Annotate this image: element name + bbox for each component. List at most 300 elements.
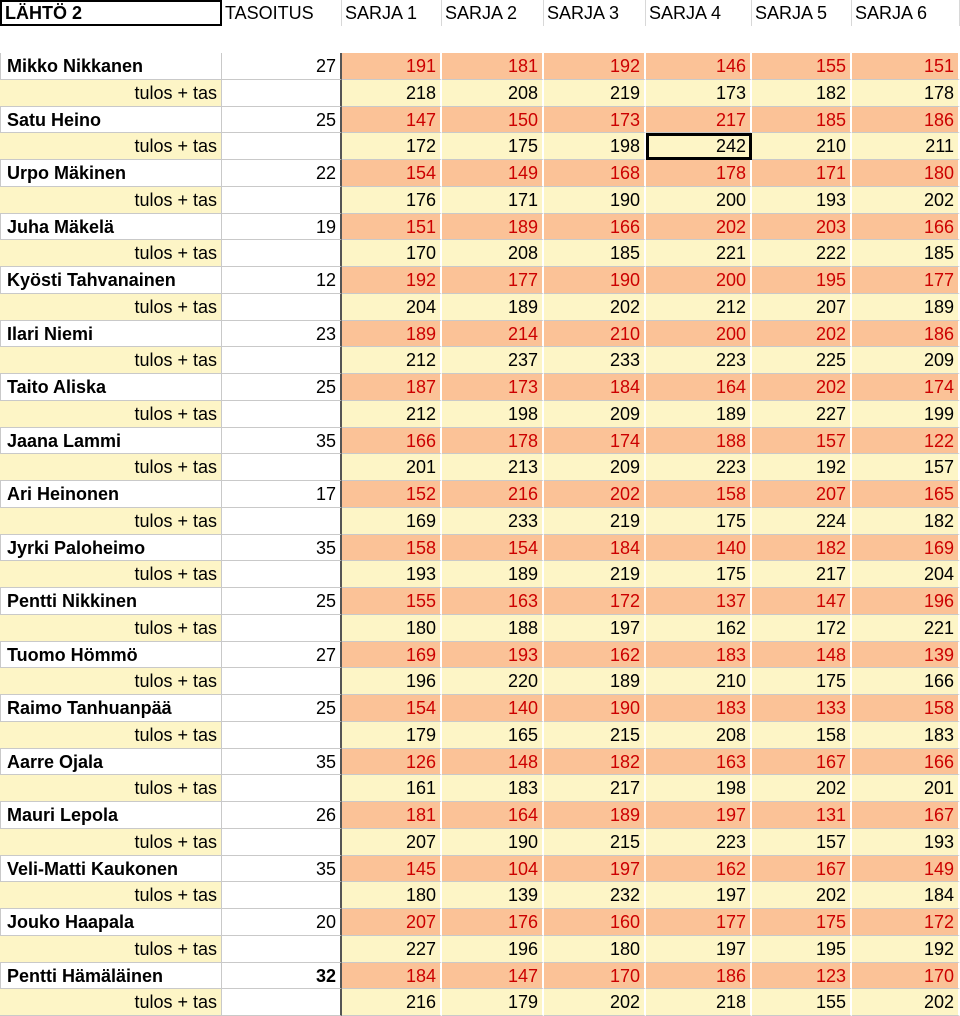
score-cell-series-1[interactable]: 169	[342, 642, 442, 669]
score-cell-series-1[interactable]: 155	[342, 588, 442, 615]
total-cell-series-5[interactable]: 224	[752, 508, 852, 535]
player-name-cell[interactable]: Tuomo Hömmö	[0, 642, 222, 669]
score-cell-series-4[interactable]: 188	[646, 428, 752, 455]
total-cell-series-3[interactable]: 219	[544, 561, 646, 588]
total-cell-series-1[interactable]: 172	[342, 133, 442, 160]
empty-handicap-cell[interactable]	[222, 989, 342, 1016]
total-label-cell[interactable]: tulos + tas	[0, 187, 222, 214]
player-name-cell[interactable]: Jyrki Paloheimo	[0, 535, 222, 562]
total-cell-series-4[interactable]: 197	[646, 882, 752, 909]
total-cell-series-2[interactable]: 171	[442, 187, 544, 214]
score-cell-series-6[interactable]: 196	[852, 588, 960, 615]
player-name-cell[interactable]: Mikko Nikkanen	[0, 53, 222, 80]
total-cell-series-5[interactable]: 207	[752, 294, 852, 321]
score-cell-series-6[interactable]: 169	[852, 535, 960, 562]
score-cell-series-6[interactable]: 166	[852, 749, 960, 776]
total-cell-series-3[interactable]: 202	[544, 989, 646, 1016]
score-cell-series-4[interactable]: 178	[646, 160, 752, 187]
total-label-cell[interactable]: tulos + tas	[0, 829, 222, 856]
score-cell-series-6[interactable]: 165	[852, 481, 960, 508]
score-cell-series-4[interactable]: 200	[646, 321, 752, 348]
empty-handicap-cell[interactable]	[222, 668, 342, 695]
score-cell-series-3[interactable]: 184	[544, 535, 646, 562]
player-row	[0, 214, 960, 241]
handicap-cell[interactable]: 26	[222, 802, 342, 829]
score-cell-series-2[interactable]: 181	[442, 53, 544, 80]
score-cell-series-2[interactable]: 216	[442, 481, 544, 508]
total-cell-series-6[interactable]: 201	[852, 775, 960, 802]
total-label-cell[interactable]: tulos + tas	[0, 775, 222, 802]
score-cell-series-5[interactable]: 167	[752, 856, 852, 883]
total-cell-series-3[interactable]: 202	[544, 294, 646, 321]
player-name-cell[interactable]: Mauri Lepola	[0, 802, 222, 829]
score-cell-series-4[interactable]: 200	[646, 267, 752, 294]
total-label-cell[interactable]: tulos + tas	[0, 668, 222, 695]
total-cell-series-4[interactable]: 212	[646, 294, 752, 321]
score-cell-series-5[interactable]: 182	[752, 535, 852, 562]
total-cell-series-6[interactable]: 185	[852, 240, 960, 267]
score-cell-series-1[interactable]: 158	[342, 535, 442, 562]
total-cell-series-5[interactable]: 225	[752, 347, 852, 374]
score-cell-series-1[interactable]: 181	[342, 802, 442, 829]
empty-handicap-cell[interactable]	[222, 882, 342, 909]
handicap-cell[interactable]: 35	[222, 856, 342, 883]
score-cell-series-6[interactable]: 172	[852, 909, 960, 936]
total-label-cell[interactable]: tulos + tas	[0, 882, 222, 909]
total-label-cell[interactable]: tulos + tas	[0, 133, 222, 160]
total-cell-series-6[interactable]: 183	[852, 722, 960, 749]
total-cell-series-6[interactable]: 182	[852, 508, 960, 535]
total-cell-series-6[interactable]: 184	[852, 882, 960, 909]
score-cell-series-6[interactable]: 151	[852, 53, 960, 80]
score-cell-series-2[interactable]: 140	[442, 695, 544, 722]
score-cell-series-1[interactable]: 191	[342, 53, 442, 80]
total-cell-series-3[interactable]: 198	[544, 133, 646, 160]
score-cell-series-4[interactable]: 217	[646, 107, 752, 134]
score-cell-series-5[interactable]: 203	[752, 214, 852, 241]
score-cell-series-5[interactable]: 185	[752, 107, 852, 134]
total-cell-series-5[interactable]: 210	[752, 133, 852, 160]
handicap-cell[interactable]: 35	[222, 749, 342, 776]
total-cell-series-1[interactable]: 207	[342, 829, 442, 856]
score-cell-series-3[interactable]: 160	[544, 909, 646, 936]
total-cell-series-4[interactable]: 208	[646, 722, 752, 749]
score-cell-series-4[interactable]: 158	[646, 481, 752, 508]
score-cell-series-5[interactable]: 175	[752, 909, 852, 936]
handicap-header-cell[interactable]: TASOITUS	[222, 0, 342, 26]
handicap-cell[interactable]: 20	[222, 909, 342, 936]
total-cell-series-2[interactable]: 189	[442, 561, 544, 588]
handicap-cell[interactable]: 27	[222, 53, 342, 80]
total-cell-series-6[interactable]: 221	[852, 615, 960, 642]
total-cell-series-3[interactable]: 209	[544, 401, 646, 428]
empty-handicap-cell[interactable]	[222, 401, 342, 428]
score-cell-series-1[interactable]: 145	[342, 856, 442, 883]
score-cell-series-2[interactable]: 149	[442, 160, 544, 187]
total-cell-series-1[interactable]: 180	[342, 882, 442, 909]
empty-handicap-cell[interactable]	[222, 722, 342, 749]
total-cell-series-1[interactable]: 227	[342, 936, 442, 963]
total-label-cell[interactable]: tulos + tas	[0, 508, 222, 535]
score-cell-series-5[interactable]: 167	[752, 749, 852, 776]
total-cell-series-5[interactable]: 172	[752, 615, 852, 642]
score-cell-series-1[interactable]: 126	[342, 749, 442, 776]
total-cell-series-4[interactable]: 200	[646, 187, 752, 214]
total-cell-series-4[interactable]: 223	[646, 454, 752, 481]
total-cell-series-4[interactable]: 175	[646, 508, 752, 535]
total-cell-series-5[interactable]: 202	[752, 775, 852, 802]
total-cell-series-5[interactable]: 182	[752, 80, 852, 107]
score-cell-series-3[interactable]: 197	[544, 856, 646, 883]
empty-handicap-cell[interactable]	[222, 936, 342, 963]
score-cell-series-3[interactable]: 173	[544, 107, 646, 134]
empty-handicap-cell[interactable]	[222, 294, 342, 321]
score-cell-series-2[interactable]: 148	[442, 749, 544, 776]
score-cell-series-3[interactable]: 189	[544, 802, 646, 829]
total-label-cell[interactable]: tulos + tas	[0, 722, 222, 749]
score-cell-series-3[interactable]: 202	[544, 481, 646, 508]
total-label-cell[interactable]: tulos + tas	[0, 454, 222, 481]
score-cell-series-5[interactable]: 123	[752, 963, 852, 990]
player-name-cell[interactable]: Ari Heinonen	[0, 481, 222, 508]
score-cell-series-3[interactable]: 168	[544, 160, 646, 187]
total-cell-series-3[interactable]: 232	[544, 882, 646, 909]
empty-handicap-cell[interactable]	[222, 133, 342, 160]
series-1-header-cell[interactable]: SARJA 1	[342, 0, 442, 26]
total-cell-series-1[interactable]: 212	[342, 401, 442, 428]
series-3-header-cell[interactable]: SARJA 3	[544, 0, 646, 26]
score-cell-series-6[interactable]: 158	[852, 695, 960, 722]
total-cell-series-4[interactable]: 223	[646, 347, 752, 374]
score-cell-series-5[interactable]: 148	[752, 642, 852, 669]
total-cell-series-4[interactable]: 175	[646, 561, 752, 588]
total-cell-series-5[interactable]: 192	[752, 454, 852, 481]
player-name-cell[interactable]: Aarre Ojala	[0, 749, 222, 776]
total-cell-series-3[interactable]: 219	[544, 508, 646, 535]
total-cell-series-6[interactable]: 202	[852, 989, 960, 1016]
empty-handicap-cell[interactable]	[222, 508, 342, 535]
score-cell-series-4[interactable]: 140	[646, 535, 752, 562]
score-cell-series-4[interactable]: 164	[646, 374, 752, 401]
total-cell-series-2[interactable]: 175	[442, 133, 544, 160]
score-cell-series-3[interactable]: 190	[544, 695, 646, 722]
total-label-cell[interactable]: tulos + tas	[0, 401, 222, 428]
player-name-cell[interactable]: Urpo Mäkinen	[0, 160, 222, 187]
score-cell-series-4[interactable]: 177	[646, 909, 752, 936]
total-cell-series-6[interactable]: 192	[852, 936, 960, 963]
score-cell-series-5[interactable]: 202	[752, 321, 852, 348]
player-name-cell[interactable]: Taito Aliska	[0, 374, 222, 401]
total-cell-series-6[interactable]: 211	[852, 133, 960, 160]
total-cell-series-5[interactable]: 193	[752, 187, 852, 214]
blank-row[interactable]	[0, 26, 960, 53]
series-5-header-cell[interactable]: SARJA 5	[752, 0, 852, 26]
total-cell-series-5[interactable]: 227	[752, 401, 852, 428]
empty-handicap-cell[interactable]	[222, 187, 342, 214]
player-name-cell[interactable]: Raimo Tanhuanpää	[0, 695, 222, 722]
score-cell-series-2[interactable]: 164	[442, 802, 544, 829]
score-cell-series-3[interactable]: 170	[544, 963, 646, 990]
handicap-cell[interactable]: 22	[222, 160, 342, 187]
player-name-cell[interactable]: Veli-Matti Kaukonen	[0, 856, 222, 883]
score-cell-series-3[interactable]: 174	[544, 428, 646, 455]
score-cell-series-1[interactable]: 154	[342, 160, 442, 187]
score-cell-series-6[interactable]: 170	[852, 963, 960, 990]
score-cell-series-2[interactable]: 173	[442, 374, 544, 401]
total-cell-series-3[interactable]: 217	[544, 775, 646, 802]
total-cell-series-3[interactable]: 209	[544, 454, 646, 481]
total-cell-series-2[interactable]: 237	[442, 347, 544, 374]
total-cell-series-6[interactable]: 166	[852, 668, 960, 695]
score-cell-series-2[interactable]: 189	[442, 214, 544, 241]
total-cell-series-2[interactable]: 139	[442, 882, 544, 909]
total-cell-series-4[interactable]: 218	[646, 989, 752, 1016]
total-cell-series-5[interactable]: 217	[752, 561, 852, 588]
total-cell-series-2[interactable]: 208	[442, 240, 544, 267]
total-cell-series-4[interactable]: 198	[646, 775, 752, 802]
handicap-cell[interactable]: 23	[222, 321, 342, 348]
total-cell-series-4[interactable]: 210	[646, 668, 752, 695]
score-cell-series-6[interactable]: 149	[852, 856, 960, 883]
score-cell-series-2[interactable]: 178	[442, 428, 544, 455]
total-cell-series-1[interactable]: 212	[342, 347, 442, 374]
total-label-cell[interactable]: tulos + tas	[0, 989, 222, 1016]
handicap-cell[interactable]: 19	[222, 214, 342, 241]
player-name-cell[interactable]: Pentti Nikkinen	[0, 588, 222, 615]
player-name-cell[interactable]: Juha Mäkelä	[0, 214, 222, 241]
score-cell-series-3[interactable]: 184	[544, 374, 646, 401]
score-cell-series-2[interactable]: 104	[442, 856, 544, 883]
handicap-cell[interactable]: 32	[222, 963, 342, 990]
total-cell-series-6[interactable]: 199	[852, 401, 960, 428]
score-cell-series-2[interactable]: 193	[442, 642, 544, 669]
score-cell-series-1[interactable]: 184	[342, 963, 442, 990]
score-cell-series-6[interactable]: 186	[852, 107, 960, 134]
total-cell-series-6[interactable]: 178	[852, 80, 960, 107]
score-cell-series-5[interactable]: 147	[752, 588, 852, 615]
score-cell-series-1[interactable]: 207	[342, 909, 442, 936]
player-name-cell[interactable]: Kyösti Tahvanainen	[0, 267, 222, 294]
total-cell-series-2[interactable]: 165	[442, 722, 544, 749]
total-cell-series-3[interactable]: 189	[544, 668, 646, 695]
score-cell-series-5[interactable]: 171	[752, 160, 852, 187]
score-cell-series-5[interactable]: 202	[752, 374, 852, 401]
score-cell-series-4[interactable]: 163	[646, 749, 752, 776]
total-cell-series-1[interactable]: 179	[342, 722, 442, 749]
score-cell-series-4[interactable]: 146	[646, 53, 752, 80]
score-cell-series-3[interactable]: 166	[544, 214, 646, 241]
score-cell-series-5[interactable]: 157	[752, 428, 852, 455]
score-cell-series-3[interactable]: 182	[544, 749, 646, 776]
score-cell-series-3[interactable]: 190	[544, 267, 646, 294]
total-cell-series-3[interactable]: 185	[544, 240, 646, 267]
handicap-cell[interactable]: 17	[222, 481, 342, 508]
score-cell-series-6[interactable]: 174	[852, 374, 960, 401]
score-cell-series-4[interactable]: 162	[646, 856, 752, 883]
score-cell-series-1[interactable]: 192	[342, 267, 442, 294]
total-cell-series-4[interactable]: 173	[646, 80, 752, 107]
empty-handicap-cell[interactable]	[222, 347, 342, 374]
handicap-cell[interactable]: 27	[222, 642, 342, 669]
score-cell-series-3[interactable]: 162	[544, 642, 646, 669]
handicap-cell[interactable]: 12	[222, 267, 342, 294]
score-cell-series-4[interactable]: 137	[646, 588, 752, 615]
total-cell-series-3[interactable]: 215	[544, 829, 646, 856]
total-cell-series-5[interactable]: 158	[752, 722, 852, 749]
total-cell-series-2[interactable]: 190	[442, 829, 544, 856]
total-cell-series-6[interactable]: 189	[852, 294, 960, 321]
total-cell-series-4[interactable]: 223	[646, 829, 752, 856]
score-cell-series-5[interactable]: 133	[752, 695, 852, 722]
score-cell-series-5[interactable]: 207	[752, 481, 852, 508]
handicap-cell[interactable]: 25	[222, 588, 342, 615]
series-4-header-cell[interactable]: SARJA 4	[646, 0, 752, 26]
total-cell-series-5[interactable]: 202	[752, 882, 852, 909]
total-cell-series-2[interactable]: 208	[442, 80, 544, 107]
score-cell-series-1[interactable]: 151	[342, 214, 442, 241]
score-cell-series-2[interactable]: 147	[442, 963, 544, 990]
total-cell-series-4[interactable]: 221	[646, 240, 752, 267]
empty-handicap-cell[interactable]	[222, 454, 342, 481]
total-cell-series-1[interactable]: 201	[342, 454, 442, 481]
score-cell-series-4[interactable]: 186	[646, 963, 752, 990]
score-cell-series-1[interactable]: 187	[342, 374, 442, 401]
series-2-header-cell[interactable]: SARJA 2	[442, 0, 544, 26]
score-cell-series-4[interactable]: 183	[646, 642, 752, 669]
total-cell-series-1[interactable]: 216	[342, 989, 442, 1016]
empty-handicap-cell[interactable]	[222, 615, 342, 642]
empty-handicap-cell[interactable]	[222, 829, 342, 856]
total-cell-series-2[interactable]: 220	[442, 668, 544, 695]
total-cell-series-2[interactable]: 198	[442, 401, 544, 428]
total-cell-series-6[interactable]: 193	[852, 829, 960, 856]
score-cell-series-2[interactable]: 177	[442, 267, 544, 294]
total-cell-series-1[interactable]: 176	[342, 187, 442, 214]
selected-total-cell[interactable]: 242	[646, 133, 752, 160]
total-cell-series-2[interactable]: 188	[442, 615, 544, 642]
score-cell-series-3[interactable]: 172	[544, 588, 646, 615]
score-cell-series-1[interactable]: 152	[342, 481, 442, 508]
total-cell-series-4[interactable]: 162	[646, 615, 752, 642]
total-cell-series-2[interactable]: 183	[442, 775, 544, 802]
handicap-cell[interactable]: 35	[222, 428, 342, 455]
empty-handicap-cell[interactable]	[222, 240, 342, 267]
total-cell-series-1[interactable]: 170	[342, 240, 442, 267]
score-cell-series-6[interactable]: 167	[852, 802, 960, 829]
empty-handicap-cell[interactable]	[222, 775, 342, 802]
score-cell-series-1[interactable]: 147	[342, 107, 442, 134]
total-label-cell[interactable]: tulos + tas	[0, 936, 222, 963]
empty-handicap-cell[interactable]	[222, 561, 342, 588]
score-cell-series-4[interactable]: 183	[646, 695, 752, 722]
total-cell-series-3[interactable]: 219	[544, 80, 646, 107]
sheet-title-cell[interactable]: LÄHTÖ 2	[0, 0, 222, 26]
score-cell-series-6[interactable]: 180	[852, 160, 960, 187]
total-cell-series-5[interactable]: 157	[752, 829, 852, 856]
total-cell-series-5[interactable]: 195	[752, 936, 852, 963]
player-name-cell[interactable]: Jouko Haapala	[0, 909, 222, 936]
total-cell-series-5[interactable]: 222	[752, 240, 852, 267]
score-cell-series-6[interactable]: 122	[852, 428, 960, 455]
total-label-cell[interactable]: tulos + tas	[0, 561, 222, 588]
total-cell-series-1[interactable]: 193	[342, 561, 442, 588]
score-cell-series-3[interactable]: 210	[544, 321, 646, 348]
total-label-cell[interactable]: tulos + tas	[0, 294, 222, 321]
score-cell-series-2[interactable]: 154	[442, 535, 544, 562]
score-cell-series-3[interactable]: 192	[544, 53, 646, 80]
total-label-cell[interactable]: tulos + tas	[0, 347, 222, 374]
player-name-cell[interactable]: Satu Heino	[0, 107, 222, 134]
total-cell-series-4[interactable]: 189	[646, 401, 752, 428]
score-cell-series-4[interactable]: 202	[646, 214, 752, 241]
player-name-cell[interactable]: Pentti Hämäläinen	[0, 963, 222, 990]
total-label-cell[interactable]: tulos + tas	[0, 240, 222, 267]
total-cell-series-2[interactable]: 179	[442, 989, 544, 1016]
total-cell-series-2[interactable]: 189	[442, 294, 544, 321]
score-cell-series-2[interactable]: 150	[442, 107, 544, 134]
score-cell-series-5[interactable]: 195	[752, 267, 852, 294]
total-cell-series-3[interactable]: 190	[544, 187, 646, 214]
total-label-cell[interactable]: tulos + tas	[0, 615, 222, 642]
player-name-cell[interactable]: Ilari Niemi	[0, 321, 222, 348]
total-cell-series-2[interactable]: 233	[442, 508, 544, 535]
total-cell-series-1[interactable]: 180	[342, 615, 442, 642]
total-cell-series-3[interactable]: 197	[544, 615, 646, 642]
score-cell-series-2[interactable]: 163	[442, 588, 544, 615]
total-cell-series-3[interactable]: 215	[544, 722, 646, 749]
score-cell-series-1[interactable]: 154	[342, 695, 442, 722]
total-cell-series-6[interactable]: 202	[852, 187, 960, 214]
total-cell-series-1[interactable]: 161	[342, 775, 442, 802]
player-row	[0, 749, 960, 776]
score-cell-series-6[interactable]: 139	[852, 642, 960, 669]
player-name-cell[interactable]: Jaana Lammi	[0, 428, 222, 455]
total-cell-series-4[interactable]: 197	[646, 936, 752, 963]
total-cell-series-5[interactable]: 175	[752, 668, 852, 695]
score-cell-series-4[interactable]: 197	[646, 802, 752, 829]
series-6-header-cell[interactable]: SARJA 6	[852, 0, 960, 26]
score-cell-series-6[interactable]: 166	[852, 214, 960, 241]
handicap-cell[interactable]: 25	[222, 374, 342, 401]
total-cell-series-1[interactable]: 196	[342, 668, 442, 695]
score-cell-series-2[interactable]: 214	[442, 321, 544, 348]
score-cell-series-5[interactable]: 131	[752, 802, 852, 829]
handicap-cell[interactable]: 35	[222, 535, 342, 562]
total-cell-series-6[interactable]: 204	[852, 561, 960, 588]
score-cell-series-1[interactable]: 189	[342, 321, 442, 348]
total-cell-series-6[interactable]: 209	[852, 347, 960, 374]
score-cell-series-6[interactable]: 177	[852, 267, 960, 294]
score-cell-series-5[interactable]: 155	[752, 53, 852, 80]
total-cell-series-1[interactable]: 218	[342, 80, 442, 107]
total-cell-series-1[interactable]: 204	[342, 294, 442, 321]
score-cell-series-2[interactable]: 176	[442, 909, 544, 936]
total-cell-series-3[interactable]: 233	[544, 347, 646, 374]
total-cell-series-5[interactable]: 155	[752, 989, 852, 1016]
total-cell-series-1[interactable]: 169	[342, 508, 442, 535]
total-cell-series-3[interactable]: 180	[544, 936, 646, 963]
handicap-cell[interactable]: 25	[222, 107, 342, 134]
total-label-cell[interactable]: tulos + tas	[0, 80, 222, 107]
total-cell-series-2[interactable]: 213	[442, 454, 544, 481]
score-cell-series-1[interactable]: 166	[342, 428, 442, 455]
score-cell-series-6[interactable]: 186	[852, 321, 960, 348]
empty-handicap-cell[interactable]	[222, 80, 342, 107]
total-cell-series-2[interactable]: 196	[442, 936, 544, 963]
total-cell-series-6[interactable]: 157	[852, 454, 960, 481]
total-row	[0, 508, 960, 535]
handicap-cell[interactable]: 25	[222, 695, 342, 722]
